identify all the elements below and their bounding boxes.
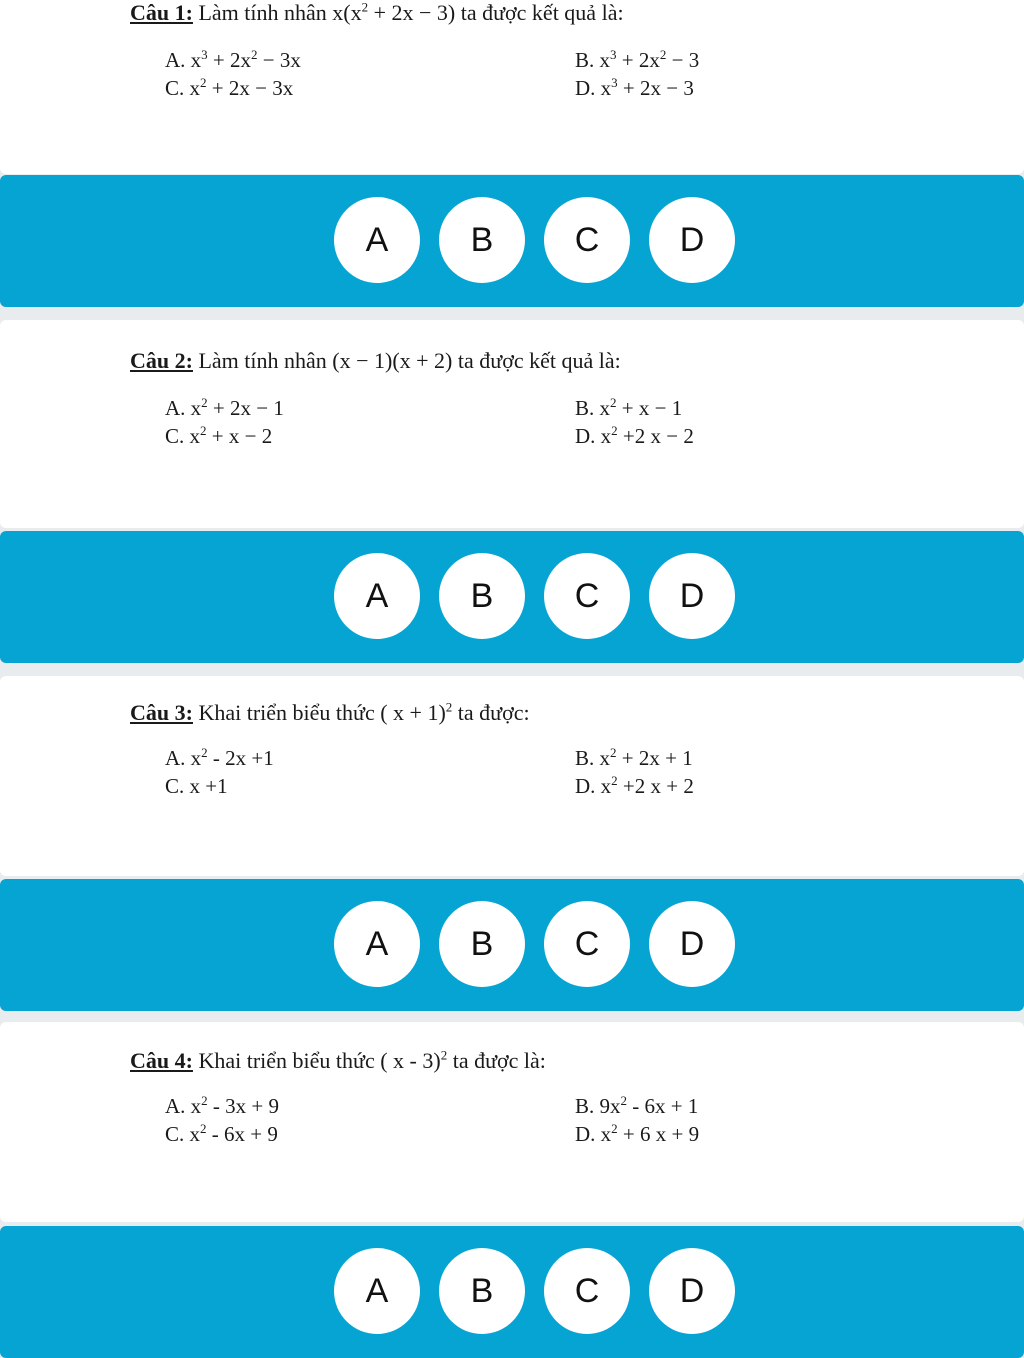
question-label: Câu 3: [130, 700, 193, 725]
answer-button-d[interactable]: D [649, 901, 735, 987]
answer-button-b[interactable]: B [439, 1248, 525, 1334]
answer-option-b: B. $x^2 + x - 1$ [575, 395, 683, 420]
question-expression: ( x - 3)$^2$ [380, 1047, 448, 1073]
answer-button-b[interactable]: B [439, 197, 525, 283]
answer-option-a: A. $x^3 + 2x^2 - 3x$ [165, 47, 301, 72]
question-expression: ( x + 1)$^2$ [380, 699, 453, 725]
question-suffix: ta được: [457, 700, 530, 725]
answer-option-b: B. $9x^2 - 6x + 1$ [575, 1093, 699, 1118]
question-label: Câu 2: [130, 348, 193, 373]
answer-button-a[interactable]: A [334, 901, 420, 987]
answer-button-d[interactable]: D [649, 553, 735, 639]
answer-option-c: C. $x^2 - 6x + 9$ [165, 1121, 278, 1146]
answer-option-d: D. $x^2 +2$ x + 2 [575, 773, 694, 798]
answer-button-b[interactable]: B [439, 553, 525, 639]
question-suffix: ta được kết quả là: [460, 0, 624, 25]
answer-option-c: C. x +1 [165, 774, 228, 798]
question-expression: $x(x^2 + 2x - 3)$ [332, 0, 456, 25]
answer-button-b[interactable]: B [439, 901, 525, 987]
question-title [130, 0, 624, 26]
answer-option-d: D. $x^2 + 6$ x + 9 [575, 1121, 700, 1146]
answer-button-a[interactable]: A [334, 553, 420, 639]
answer-button-c[interactable]: C [544, 553, 630, 639]
answer-option-b: B. $x^3 + 2x^2 - 3$ [575, 47, 700, 72]
question-title [130, 1048, 546, 1074]
answer-button-c[interactable]: C [544, 901, 630, 987]
question-expression: (x − 1)(x + 2) [332, 348, 453, 373]
question-label: Câu 1: [130, 0, 193, 25]
question-text: Làm tính nhân [198, 348, 327, 373]
question-suffix: ta được là: [452, 1048, 546, 1073]
answer-option-c: C. $x^2 + 2x - 3x$ [165, 75, 294, 100]
question-text: Khai triển biểu thức [198, 700, 375, 725]
answer-option-a: A. $x^2 - 2x +1$ [165, 745, 274, 770]
answer-button-c[interactable]: C [544, 197, 630, 283]
answer-option-a: A. $x^2 - 3x + 9$ [165, 1093, 280, 1118]
answer-option-c: C. $x^2 + x - 2$ [165, 423, 273, 448]
question-text: Khai triển biểu thức [198, 1048, 375, 1073]
question-label: Câu 4: [130, 1048, 193, 1073]
answer-button-c[interactable]: C [544, 1248, 630, 1334]
answer-option-b: B. $x^2 + 2x + 1$ [575, 745, 693, 770]
answer-button-a[interactable]: A [334, 1248, 420, 1334]
answer-button-d[interactable]: D [649, 1248, 735, 1334]
question-suffix: ta được kết quả là: [457, 348, 621, 373]
answer-option-d: D. $x^3 + 2x - 3$ [575, 75, 694, 100]
question-title [130, 348, 621, 374]
question-text: Làm tính nhân [198, 0, 327, 25]
answer-option-a: A. $x^2 + 2x - 1$ [165, 395, 284, 420]
answer-button-d[interactable]: D [649, 197, 735, 283]
answer-button-a[interactable]: A [334, 197, 420, 283]
question-card [0, 0, 1024, 174]
question-title [130, 700, 530, 726]
answer-option-d: D. $x^2 +2$ x − 2 [575, 423, 694, 448]
